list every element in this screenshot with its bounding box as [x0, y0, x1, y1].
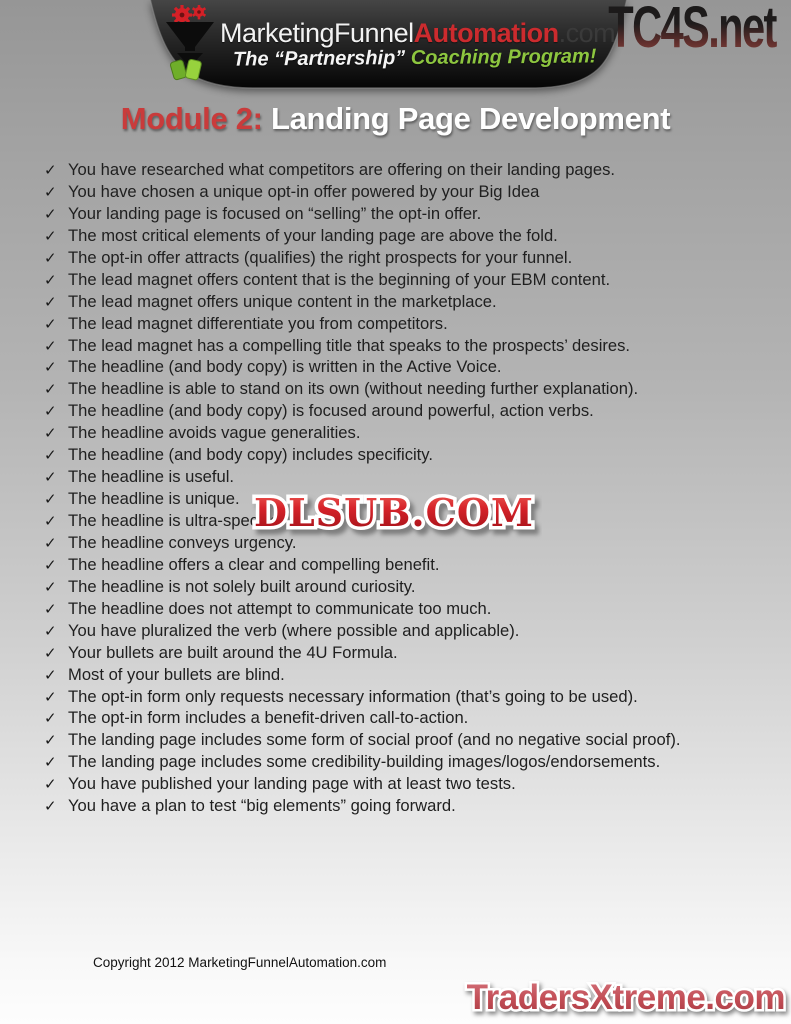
checklist-item-text: The most critical elements of your landing page are above the fold.	[68, 225, 558, 245]
checklist-item	[44, 356, 680, 378]
check-icon: ✓	[44, 622, 57, 640]
checklist-item-text: The opt-in form only requests necessary information (that’s going to be used).	[68, 686, 638, 706]
check-icon: ✓	[44, 732, 57, 750]
check-icon: ✓	[44, 578, 57, 596]
check-icon: ✓	[44, 205, 57, 223]
check-icon: ✓	[44, 183, 57, 201]
watermark-bottom-right	[455, 972, 791, 1024]
checklist-item-text: The headline does not attempt to communicate too much.	[68, 598, 492, 618]
check-icon: ✓	[44, 337, 57, 355]
check-icon: ✓	[44, 315, 57, 333]
checklist-item	[44, 642, 680, 664]
checklist-item-text: The opt-in form includes a benefit-driven call-to-action.	[68, 708, 469, 728]
checklist-item	[44, 620, 680, 642]
copyright-text: Copyright 2012 MarketingFunnelAutomation.com	[93, 955, 387, 970]
check-icon: ✓	[44, 798, 57, 816]
checklist-item-text: The headline (and body copy) includes specificity.	[68, 445, 433, 465]
checklist-item	[44, 313, 680, 335]
checklist-item-text: The landing page includes some credibility-building images/logos/endorsements.	[68, 752, 661, 772]
check-icon: ✓	[44, 249, 57, 267]
check-icon: ✓	[44, 491, 57, 509]
checklist-item-text: The lead magnet has a compelling title that speaks to the prospects’ desires.	[68, 335, 631, 355]
check-icon: ✓	[44, 227, 57, 245]
funnel-icon	[163, 5, 217, 81]
checklist-item	[44, 554, 680, 576]
check-icon: ✓	[44, 403, 57, 421]
watermark-top-right-text: TC4S.net	[608, 1, 776, 60]
checklist-item-text: You have published your landing page with at least two tests.	[68, 774, 516, 794]
checklist-item-text: The lead magnet offers content that is the beginning of your EBM content.	[68, 269, 611, 289]
brand-part-2: Automation	[413, 18, 559, 48]
checklist-item-text: The headline is ultra-specific.	[68, 511, 283, 530]
check-icon: ✓	[44, 381, 57, 399]
checklist-item	[44, 751, 680, 773]
check-icon: ✓	[44, 447, 57, 465]
brand-part-3: .com	[558, 18, 616, 48]
checklist-item-text: The headline avoids vague generalities.	[68, 423, 361, 443]
title-text: Landing Page Development	[270, 101, 671, 136]
checklist-item-text: The headline is useful.	[68, 467, 235, 487]
checklist-item	[44, 247, 680, 269]
check-icon: ✓	[44, 162, 57, 179]
checklist-item-text: The headline is unique.	[68, 489, 240, 509]
check-icon: ✓	[44, 754, 57, 772]
checklist-item-text: You have researched what competitors are offering on their landing pages.	[68, 160, 616, 179]
logo-wordmark	[220, 18, 615, 49]
watermark-top-right	[593, 1, 791, 63]
watermark-center-text: DLSUB.COM	[253, 490, 535, 535]
checklist-item	[44, 707, 680, 729]
checklist-item-text: Most of your bullets are blind.	[68, 664, 285, 684]
checklist-item	[44, 269, 680, 291]
check-icon: ✓	[44, 534, 57, 552]
checklist-item-text: The headline (and body copy) is focused around powerful, action verbs.	[68, 401, 594, 421]
checklist-item	[44, 335, 680, 357]
module-label: Module 2:	[120, 101, 271, 136]
checklist-item	[44, 203, 680, 225]
brand-part-1: MarketingFunnel	[220, 18, 414, 48]
checklist-item	[44, 795, 680, 817]
checklist-item	[44, 291, 680, 313]
check-icon: ✓	[44, 710, 57, 728]
checklist-item	[44, 181, 680, 203]
checklist-item-text: The headline offers a clear and compelling benefit.	[68, 554, 440, 574]
checklist-item	[44, 686, 680, 708]
checklist-item-text: You have chosen a unique opt-in offer powered by your Big Idea	[68, 181, 540, 201]
checklist-item-text: The lead magnet offers unique content in the marketplace.	[68, 291, 497, 311]
checklist-item-text: You have pluralized the verb (where possible and applicable).	[68, 620, 520, 640]
check-icon: ✓	[44, 556, 57, 574]
check-icon: ✓	[44, 359, 57, 377]
check-icon: ✓	[44, 513, 57, 530]
checklist-item	[44, 729, 680, 751]
checklist-item	[44, 444, 680, 466]
check-icon: ✓	[44, 271, 57, 289]
check-icon: ✓	[44, 644, 57, 662]
checklist-item	[44, 400, 680, 422]
check-icon: ✓	[44, 666, 57, 684]
check-icon: ✓	[44, 293, 57, 311]
checklist-item	[44, 378, 680, 400]
checklist-item-text: The headline (and body copy) is written in the Active Voice.	[68, 357, 502, 377]
watermark-center	[246, 484, 542, 540]
check-icon: ✓	[44, 469, 57, 487]
checklist-item	[44, 598, 680, 620]
logo	[163, 5, 217, 86]
checklist-item-text: The landing page includes some form of social proof (and no negative social proof).	[68, 730, 681, 750]
checklist-item	[44, 422, 680, 444]
checklist-item-text: The headline is not solely built around curiosity.	[68, 576, 416, 596]
checklist-item-text: The opt-in offer attracts (qualifies) the right prospects for your funnel.	[68, 247, 573, 267]
checklist-item-text: Your landing page is focused on “selling” the opt-in offer.	[68, 203, 482, 223]
check-icon: ✓	[44, 425, 57, 443]
checklist-item-text: You have a plan to test “big elements” going forward.	[68, 796, 456, 816]
checklist-item-text: Your bullets are built around the 4U Formula.	[68, 642, 398, 662]
checklist-item	[44, 576, 680, 598]
page-title	[0, 101, 791, 137]
checklist-item	[44, 225, 680, 247]
watermark-bottom-right-text: TradersXtreme.com	[466, 978, 785, 1017]
checklist-item-text: The headline is able to stand on its own (without needing further explanation).	[68, 379, 639, 399]
tagline-part-1: The “Partnership”	[232, 47, 411, 71]
logo-tagline	[233, 45, 597, 71]
check-icon: ✓	[44, 600, 57, 618]
tagline-part-2: Coaching Program!	[410, 45, 597, 70]
checklist-item	[44, 773, 680, 795]
checklist-item-text: The lead magnet differentiate you from competitors.	[68, 313, 448, 333]
checklist-item	[44, 664, 680, 686]
checklist-item-text: The headline conveys urgency.	[68, 532, 297, 552]
checklist-item	[44, 159, 680, 181]
check-icon: ✓	[44, 688, 57, 706]
check-icon: ✓	[44, 776, 57, 794]
